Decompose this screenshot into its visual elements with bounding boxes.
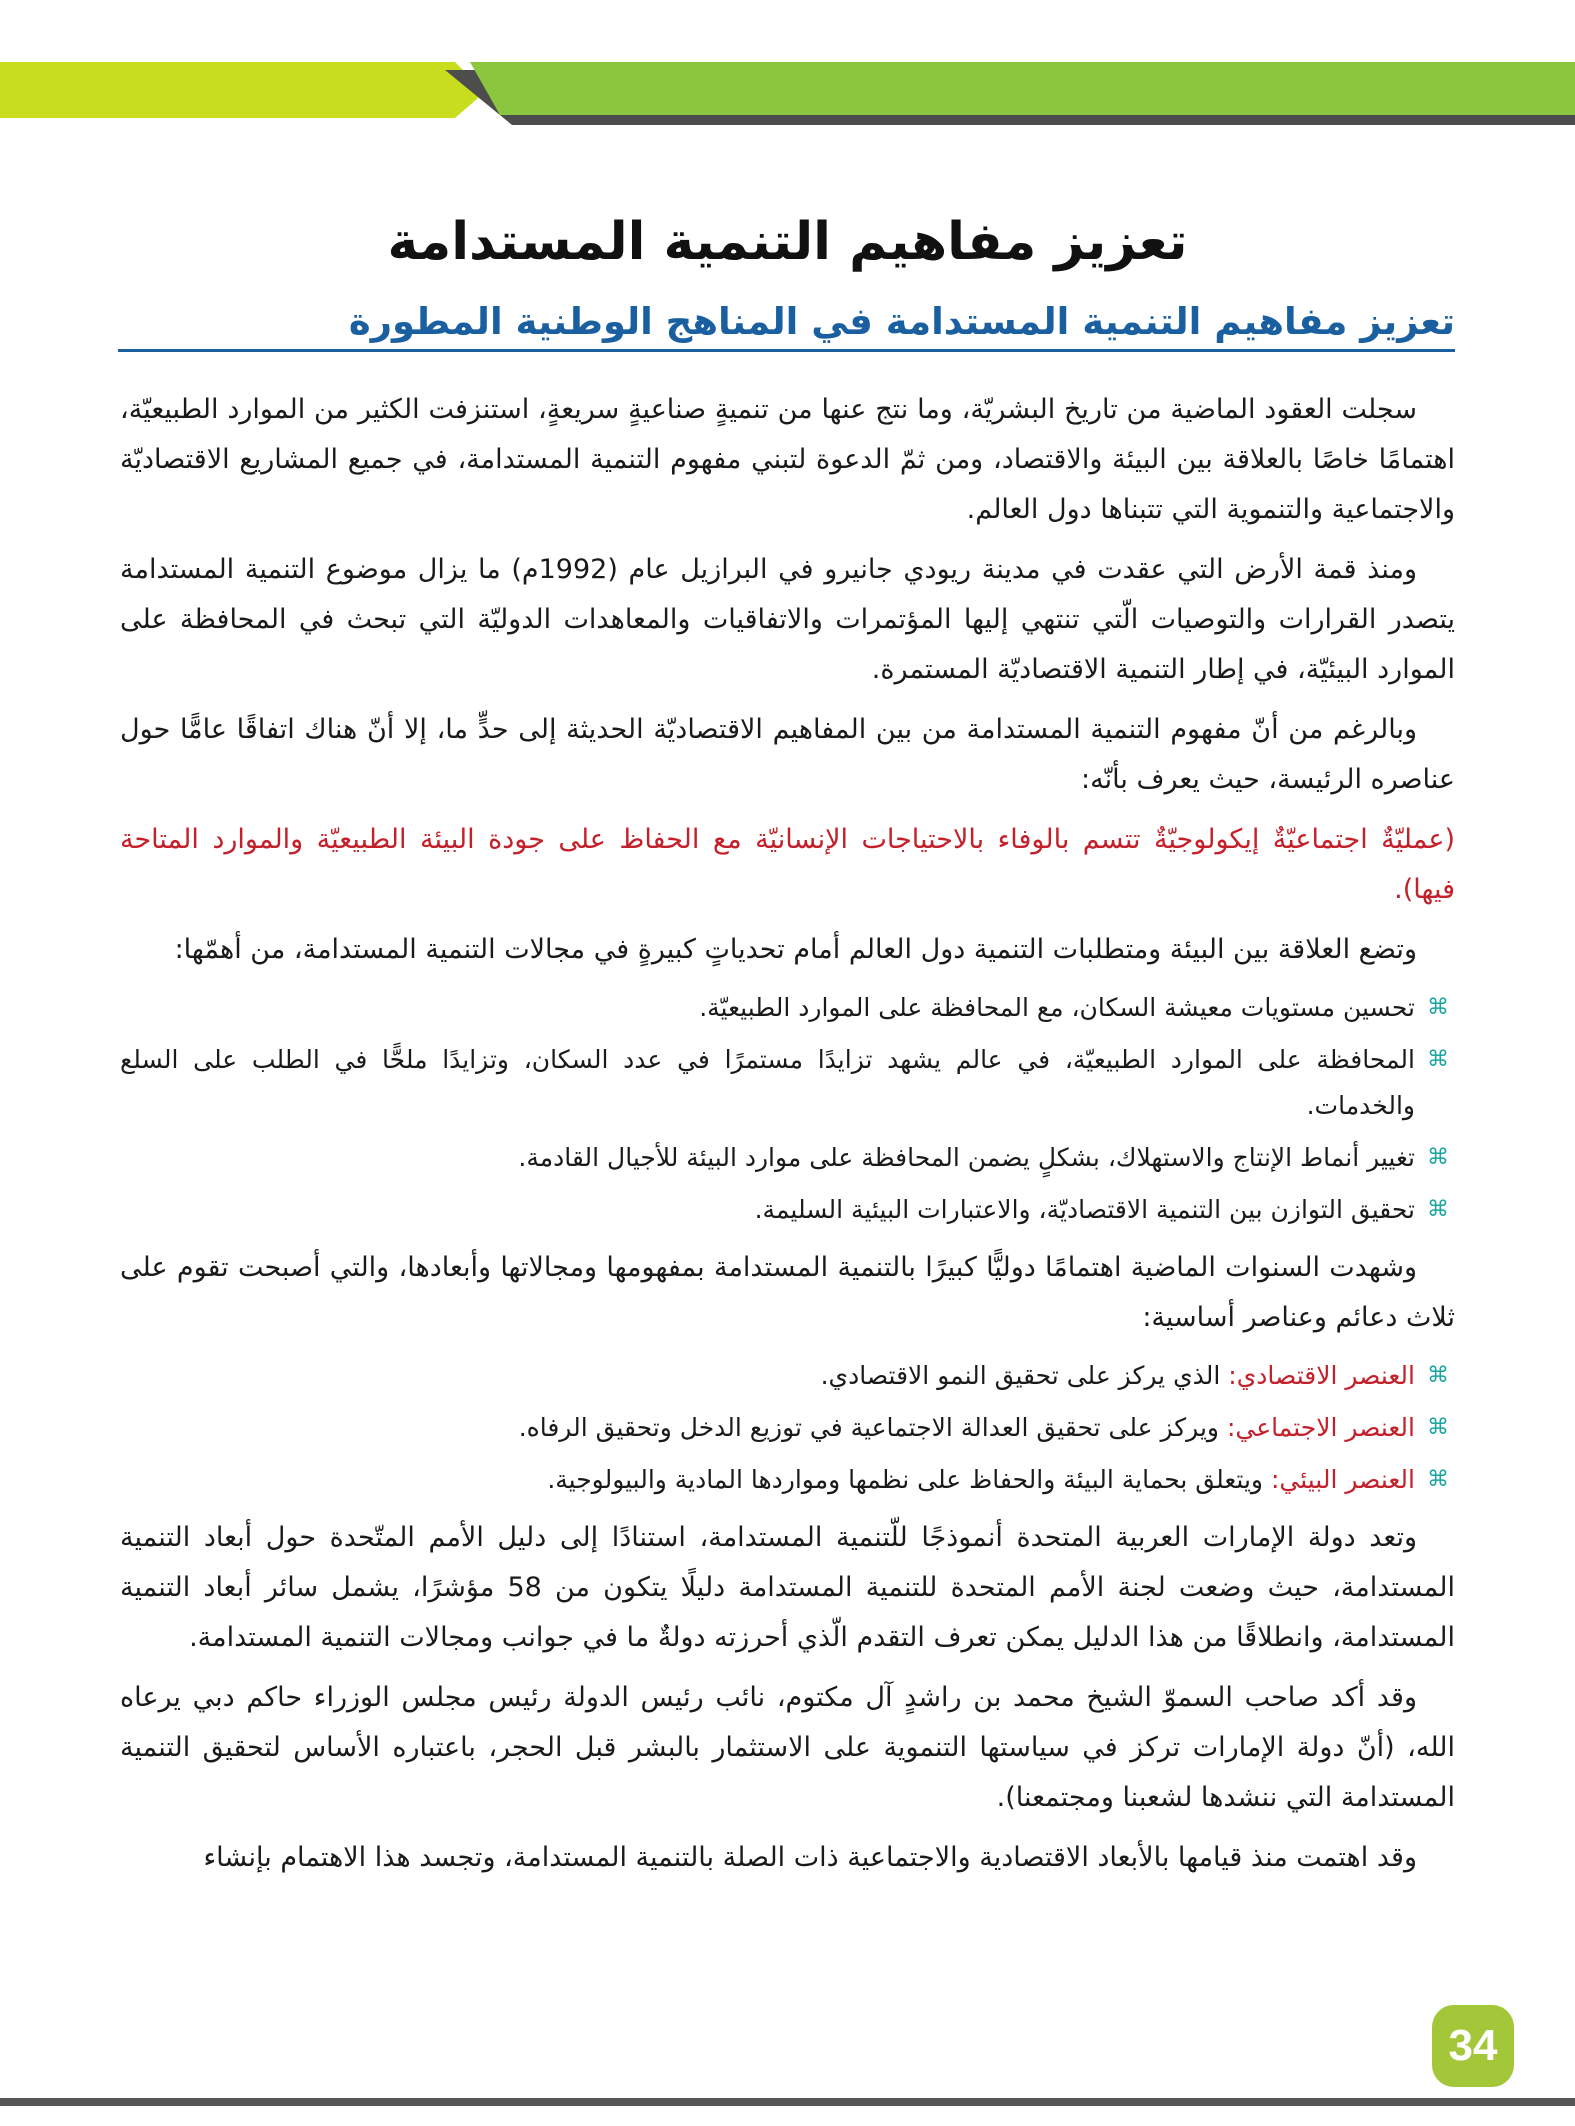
- footer-divider: [0, 2098, 1575, 2106]
- pillar-label: العنصر الاجتماعي:: [1226, 1413, 1415, 1442]
- paragraph: وبالرغم من أنّ مفهوم التنمية المستدامة من بين المفاهيم الاقتصاديّة الحديثة إلى حدٍّ ما، إلا أنّ هناك اتفاقًا عامًّا حول عناصره الرئيسة، حيث يعرف بأنّه:: [120, 714, 1455, 795]
- pillars-list: [120, 1353, 1455, 1503]
- bullet-icon: ⌘: [1427, 995, 1449, 1020]
- paragraph: ومنذ قمة الأرض التي عقدت في مدينة ريودي جانيرو في البرازيل عام (1992م) ما يزال موضوع التنمية المستدامة يتصدر القرارات والتوصيات الّتي تنتهي إليها المؤتمرات والاتفاقيات والمعاهدات الدوليّة التي تبحث في المحافظة على الموارد البيئيّة، في إطار التنمية الاقتصاديّة المستمرة.: [120, 554, 1455, 685]
- paragraph: وشهدت السنوات الماضية اهتمامًا دوليًّا كبيرًا بالتنمية المستدامة بمفهومها ومجالاتها وأبعادها، والتي أصبحت تقوم على ثلاث دعائم وعناصر أساسية:: [120, 1252, 1455, 1333]
- paragraph: وقد اهتمت منذ قيامها بالأبعاد الاقتصادية والاجتماعية ذات الصلة بالتنمية المستدامة، وتجسد هذا الاهتمام بإنشاء: [203, 1842, 1417, 1873]
- definition-quote: (عمليّةٌ اجتماعيّةٌ إيكولوجيّةٌ تتسم بالوفاء بالاحتياجات الإنسانيّة مع الحفاظ على جودة البيئة الطبيعيّة والموارد المتاحة فيها).: [120, 824, 1455, 905]
- paragraph: وتضع العلاقة بين البيئة ومتطلبات التنمية دول العالم أمام تحدياتٍ كبيرةٍ في مجالات التنمية المستدامة، من أهمّها:: [174, 934, 1417, 965]
- bullet-icon: ⌘: [1427, 1415, 1449, 1440]
- bullet-icon: ⌘: [1427, 1197, 1449, 1222]
- paragraph: وتعد دولة الإمارات العربية المتحدة أنموذجًا للّتنمية المستدامة، استنادًا إلى دليل الأمم المتّحدة حول أبعاد التنمية المستدامة، حيث وضعت لجنة الأمم المتحدة للتنمية المستدامة دليلًا يتكون من 58 مؤشرًا، يشمل سائر أبعاد التنمية المستدامة، وانطلاقًا من هذا الدليل يمكن تعرف التقدم الّذي أحرزته دولةٌ ما في جوانب ومجالات التنمية المستدامة.: [120, 1522, 1455, 1653]
- list-item: ⌘ العنصر الاجتماعي: ويركز على تحقيق العدالة الاجتماعية في توزيع الدخل وتحقيق الرفاه.: [120, 1405, 1455, 1451]
- list-item: ⌘ العنصر البيئي: ويتعلق بحماية البيئة والحفاظ على نظمها ومواردها المادية والبيولوجية.: [120, 1457, 1455, 1503]
- list-item: ⌘ تحسين مستويات معيشة السكان، مع المحافظة على الموارد الطبيعيّة.: [120, 985, 1455, 1031]
- list-item: ⌘ المحافظة على الموارد الطبيعيّة، في عالم يشهد تزايدًا مستمرًا في عدد السكان، وتزايدًا ملحًّا في الطلب على السلع والخدمات.: [120, 1037, 1455, 1129]
- bullet-icon: ⌘: [1427, 1467, 1449, 1492]
- list-item: ⌘ تغيير أنماط الإنتاج والاستهلاك، بشكلٍ يضمن المحافظة على موارد البيئة للأجيال القادمة.: [120, 1135, 1455, 1181]
- section-subtitle: تعزيز مفاهيم التنمية المستدامة في المناهج الوطنية المطورة: [348, 300, 1455, 343]
- page-title: تعزيز مفاهيم التنمية المستدامة: [387, 212, 1188, 272]
- list-item: ⌘ العنصر الاقتصادي: الذي يركز على تحقيق النمو الاقتصادي.: [120, 1353, 1455, 1399]
- challenges-list: [120, 985, 1455, 1233]
- bullet-icon: ⌘: [1427, 1145, 1449, 1170]
- list-item: ⌘ تحقيق التوازن بين التنمية الاقتصاديّة، والاعتبارات البيئية السليمة.: [120, 1187, 1455, 1233]
- article-body: [120, 385, 1455, 1893]
- page-number: 34: [1432, 2005, 1514, 2087]
- paragraph: سجلت العقود الماضية من تاريخ البشريّة، وما نتج عنها من تنميةٍ صناعيةٍ سريعةٍ، استنزفت الكثير من الموارد الطبيعيّة، اهتمامًا خاصًا بالعلاقة بين البيئة والاقتصاد، ومن ثمّ الدعوة لتبني مفهوم التنمية المستدامة، في جميع المشاريع الاقتصاديّة والاجتماعية والتنموية التي تتبناها دول العالم.: [120, 394, 1455, 525]
- subtitle-block: [118, 300, 1455, 352]
- paragraph: وقد أكد صاحب السموّ الشيخ محمد بن راشدٍ آل مكتوم، نائب رئيس الدولة رئيس مجلس الوزراء حاكم دبي يرعاه الله، (أنّ دولة الإمارات تركز في سياستها التنموية على الاستثمار بالبشر قبل الحجر، باعتباره الأساس لتحقيق التنمية المستدامة التي ننشدها لشعبنا ومجتمعنا).: [120, 1682, 1455, 1813]
- header-decoration: [0, 0, 1575, 150]
- pillar-label: العنصر الاقتصادي:: [1228, 1361, 1415, 1390]
- bullet-icon: ⌘: [1427, 1363, 1449, 1388]
- bullet-icon: ⌘: [1427, 1047, 1449, 1072]
- pillar-label: العنصر البيئي:: [1270, 1465, 1415, 1494]
